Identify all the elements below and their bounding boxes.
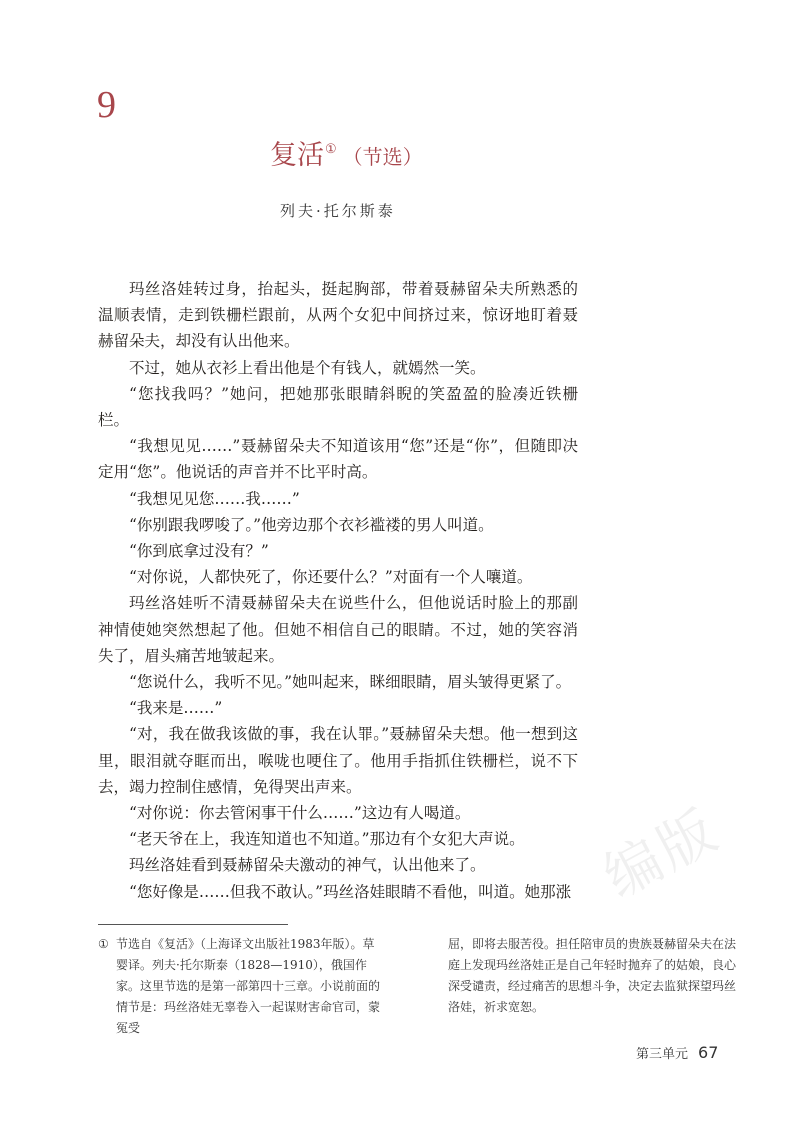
paragraph: “您好像是……但我不敢认。”玛丝洛娃眼睛不看他，叫道。她那涨 [129,882,572,901]
page-footer [636,1043,718,1062]
unit-label: 第三单元 [636,1047,689,1062]
footnote-divider [98,924,288,925]
paragraph: “您说什么，我听不见。”她叫起来，眯细眼睛，眉头皱得更紧了。 [129,673,572,692]
author-name: 列夫·托尔斯泰 [280,202,396,220]
footnote-mark: ① [98,937,109,951]
article-body [98,276,578,905]
title-main: 复活 [270,140,324,171]
footnote-right-text: 屈，即将去服苦役。担任陪审员的贵族聂赫留朵夫在法庭上发现玛丝洛娃正是自己年轻时抛弃了的姑娘，良心深受谴责，经过痛苦的思想斗争，决定去监狱探望玛丝洛娃，祈求宽恕。 [448,937,737,1014]
lesson-number: 9 [97,84,116,126]
title-footnote-mark[interactable]: ① [325,142,337,157]
paragraph: 玛丝洛娃听不清聂赫留朵夫在说些什么，但他说话时脸上的那副神情使她突然想起了他。但她不相信自己的眼睛。不过，她的笑容消失了，眉头痛苦地皱起来。 [98,594,578,665]
footnote-left-column [98,934,388,1039]
paragraph: “对，我在做我该做的事，我在认罪。”聂赫留朵夫想。他一想到这里，眼泪就夺眶而出，喉咙也哽住了。他用手指抓住铁栅栏，说不下去，竭力控制住感情，免得哭出声来。 [98,725,578,796]
paragraph: “我来是……” [129,699,223,718]
watermark: 编版 [593,797,731,911]
paragraph: “对你说，人都快死了，你还要什么？”对面有一个人嚷道。 [129,568,533,587]
paragraph: 不过，她从衣衫上看出他是个有钱人，就嫣然一笑。 [129,358,486,377]
paragraph: “你别跟我啰唆了。”他旁边那个衣衫褴褛的男人叫道。 [129,515,494,534]
paragraph: 玛丝洛娃看到聂赫留朵夫激动的神气，认出他来了。 [129,856,486,875]
page-number: 67 [698,1043,719,1062]
page-title [270,140,423,172]
paragraph: “老天爷在上，我连知道也不知道。”那边有个女犯大声说。 [129,830,525,849]
title-subtitle: （节选） [342,145,423,169]
paragraph: “我想见见……”聂赫留朵夫不知道该用“您”还是“你”，但随即决定用“您”。他说话的声音并不比平时高。 [98,437,578,482]
paragraph: “您找我吗？”她问，把她那张眼睛斜睨的笑盈盈的脸凑近铁栅栏。 [98,384,578,430]
paragraph: 玛丝洛娃转过身，抬起头，挺起胸部，带着聂赫留朵夫所熟悉的温顺表情，走到铁栅栏跟前，从两个女犯中间挤过来，惊讶地盯着聂赫留朵夫，却没有认出他来。 [98,280,578,351]
paragraph: “你到底拿过没有？” [129,542,269,561]
paragraph: “对你说：你去管闲事干什么……”这边有人喝道。 [129,804,471,823]
footnote-left-text: 婴译。列夫·托尔斯泰（1828—1910），俄国作家。这里节选的是第一部第四十三章。小说前面的情节是：玛丝洛娃无辜卷入一起谋财害命官司，蒙冤受 [116,958,381,1035]
paragraph: “我想见见您……我……” [129,489,300,508]
footnote-first-line: 节选自《复活》（上海译文出版社1983年版）。草 [116,937,375,951]
